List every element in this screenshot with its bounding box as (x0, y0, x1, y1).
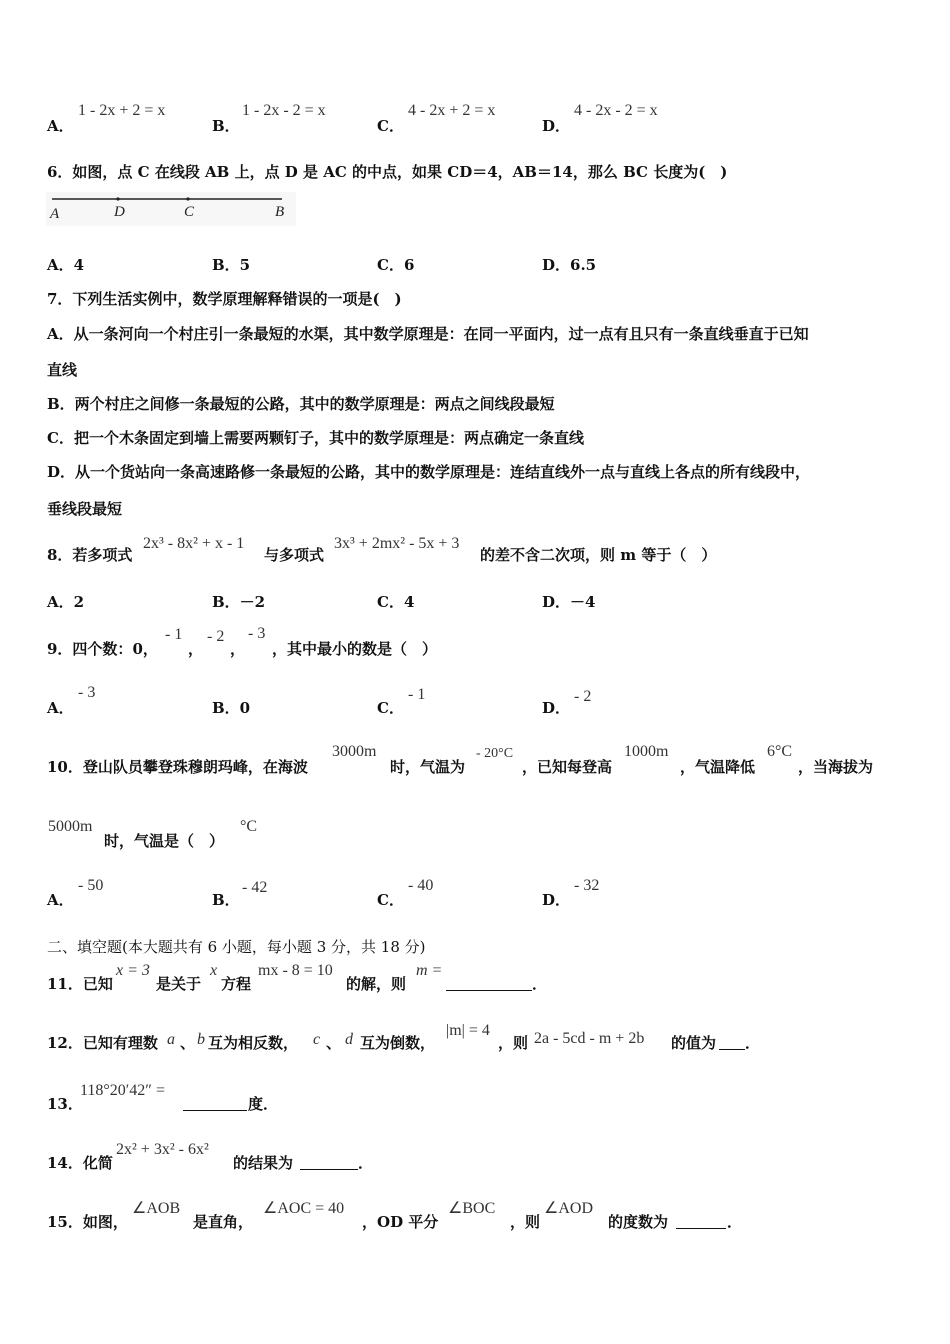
q12-text-1: 12．已知有理数 (47, 1034, 158, 1052)
q9-text-1: 9．四个数：0， (47, 640, 158, 658)
q7-option-d-line1: D．从一个货站向一条高速路修一条最短的公路，其中的数学原理是：连结直线外一点与直线上各点的所有线段中， (47, 463, 811, 481)
q7-option-a-line2: 直线 (47, 361, 78, 379)
q7-option-a-line1: A．从一条河向一个村庄引一条最短的水渠，其中数学原理是：在同一平面内，过一点有且只有一条直线垂直于已知 (47, 325, 809, 343)
q11-solution: x = 3 (116, 962, 150, 979)
q15-angle-aoc: ∠AOC = 40 (263, 1200, 345, 1217)
point-d-label: D (114, 204, 125, 220)
q12-text-4: ，则 (498, 1034, 529, 1052)
q7-option-b: B．两个村庄之间修一条最短的公路，其中的数学原理是：两点之间线段最短 (47, 395, 555, 413)
q15-text-4: ，则 (510, 1213, 541, 1231)
q11-text-1: 11．已知 (47, 975, 113, 993)
q12-answer-blank[interactable] (719, 1035, 745, 1050)
q14-answer-blank[interactable] (300, 1155, 358, 1170)
q15-text-1: 15．如图， (47, 1213, 128, 1231)
q12-var-b: b (197, 1031, 205, 1048)
q5-option-a-label: A． (47, 117, 74, 135)
q11-text-3: 方程 (221, 975, 252, 993)
q5-option-c-label: C． (377, 117, 404, 135)
q10-option-d-label: D． (542, 891, 571, 909)
q10-text-6: 时，气温是（ ） (104, 832, 225, 850)
q6-segment-figure (46, 192, 296, 226)
q8-option-b: B．－2 (212, 593, 266, 611)
q11-text-4: 的解，则 (346, 975, 407, 993)
q15-answer-blank[interactable] (676, 1214, 726, 1229)
q9-text-2: ，其中最小的数是（ ） (272, 640, 438, 658)
q15-angle-aob: ∠AOB (132, 1200, 181, 1217)
q5-option-d-label: D． (542, 117, 571, 135)
q10-text-5: ，当海拔为 (798, 758, 874, 776)
q10-text-1: 10．登山队员攀登珠穆朗玛峰，在海波 (47, 758, 308, 776)
q6-stem: 6．如图，点 C 在线段 AB 上，点 D 是 AC 的中点，如果 CD＝4，AB＝14，那么 BC 长度为( ) (47, 163, 728, 181)
q6-option-a: A．4 (47, 256, 85, 274)
q5-option-b-label: B． (212, 117, 240, 135)
q13-text-1: 13． (47, 1095, 83, 1113)
q14-text-2: 的结果为 (233, 1154, 294, 1172)
q12-sep-1: 、 (180, 1034, 196, 1052)
point-c-label: C (184, 204, 195, 220)
q15-text-6: ． (727, 1213, 743, 1231)
q9-option-d-math: - 2 (574, 688, 592, 705)
q8-polynomial-2: 3x³ + 2mx² - 5x + 3 (334, 535, 460, 552)
q6-option-b: B．5 (212, 256, 251, 274)
point-c-dot (186, 197, 189, 200)
q8-option-c: C．4 (377, 593, 415, 611)
q11-variable: x (210, 962, 218, 979)
q8-text-1: 8．若多项式 (47, 546, 133, 564)
q15-angle-boc: ∠BOC (448, 1200, 496, 1217)
q11-equation: mx - 8 = 10 (258, 962, 333, 979)
point-b-label: B (275, 204, 285, 220)
q7-option-d-line2: 垂线段最短 (47, 500, 123, 518)
q5-option-a-math: 1 - 2x + 2 = x (78, 102, 166, 119)
q7-stem: 7．下列生活实例中，数学原理解释错误的一项是( ) (47, 290, 402, 308)
point-a-label: A (50, 206, 60, 222)
q10-temperature-start: - 20°C (476, 746, 514, 761)
q10-unit-celsius: °C (240, 818, 258, 835)
q9-option-d-label: D． (542, 699, 571, 717)
q10-option-b-label: B． (212, 891, 240, 909)
q10-option-a-math: - 50 (78, 877, 104, 894)
q15-text-5: 的度数为 (608, 1213, 669, 1231)
q12-sep-2: 、 (326, 1034, 342, 1052)
q10-option-c-label: C． (377, 891, 404, 909)
q14-text-1: 14．化简 (47, 1154, 113, 1172)
q8-polynomial-1: 2x³ - 8x² + x - 1 (143, 535, 245, 552)
q10-option-a-label: A． (47, 891, 74, 909)
q9-option-c-label: C． (377, 699, 404, 717)
q8-option-d: D．－4 (542, 593, 596, 611)
q8-option-a: A．2 (47, 593, 85, 611)
q13-text-2: 度． (248, 1095, 279, 1113)
q7-option-c: C．把一个木条固定到墙上需要两颗钉子，其中的数学原理是：两点确定一条直线 (47, 429, 584, 447)
q9-option-c-math: - 1 (408, 686, 426, 703)
q11-answer-blank[interactable] (446, 976, 532, 991)
q8-text-3: 的差不含二次项，则 m 等于（ ） (480, 546, 717, 564)
point-d-dot (116, 197, 119, 200)
q15-text-2: 是直角， (193, 1213, 254, 1231)
q12-text-2: 互为相反数， (208, 1034, 299, 1052)
q10-text-2: 时，气温为 (390, 758, 466, 776)
q12-var-c: c (313, 1031, 321, 1048)
q10-text-3: ，已知每登高 (522, 758, 613, 776)
q14-expression: 2x² + 3x² - 6x² (116, 1141, 209, 1158)
q14-text-3: ． (358, 1154, 374, 1172)
q12-text-3: 互为倒数， (360, 1034, 436, 1052)
q11-text-5: ． (532, 975, 548, 993)
q6-option-c: C．6 (377, 256, 415, 274)
q12-expression: 2a - 5cd - m + 2b (534, 1030, 645, 1047)
q8-text-2: 与多项式 (264, 546, 325, 564)
q5-option-b-math: 1 - 2x - 2 = x (242, 102, 326, 119)
q12-abs-m: |m| = 4 (446, 1022, 490, 1039)
q13-answer-blank[interactable] (183, 1096, 247, 1111)
q5-option-c-math: 4 - 2x + 2 = x (408, 102, 496, 119)
q12-text-5: 的值为 (671, 1034, 717, 1052)
q12-var-d: d (345, 1031, 353, 1048)
q9-option-a-math: - 3 (78, 684, 96, 701)
q11-unknown: m = (416, 962, 443, 979)
q13-angle-expression: 118°20′42″ = (80, 1082, 165, 1099)
q6-option-d: D．6.5 (542, 256, 597, 274)
q9-number-1: - 1 (165, 626, 183, 643)
q9-comma-2: ， (230, 640, 246, 658)
q9-option-b: B．0 (212, 699, 251, 717)
q9-option-a-label: A． (47, 699, 74, 717)
q9-number-2: - 2 (207, 628, 225, 645)
q15-text-3: ，OD 平分 (362, 1213, 439, 1231)
q5-option-d-math: 4 - 2x - 2 = x (574, 102, 658, 119)
q11-text-2: 是关于 (156, 975, 202, 993)
q10-option-c-math: - 40 (408, 877, 434, 894)
q10-option-d-math: - 32 (574, 877, 600, 894)
q10-altitude-target: 5000m (48, 818, 93, 835)
q12-var-a: a (167, 1031, 175, 1048)
q10-altitude-step: 1000m (624, 743, 669, 760)
q9-number-3: - 3 (248, 625, 266, 642)
q10-option-b-math: - 42 (242, 879, 268, 896)
q10-altitude-start: 3000m (332, 743, 377, 760)
q15-angle-aod: ∠AOD (544, 1200, 594, 1217)
q12-text-6: ． (745, 1034, 761, 1052)
section-2-heading: 二、填空题(本大题共有 6 小题，每小题 3 分，共 18 分) (47, 938, 426, 956)
q10-temperature-drop: 6°C (767, 743, 793, 760)
q10-text-4: ，气温降低 (680, 758, 756, 776)
q9-comma-1: ， (188, 640, 204, 658)
